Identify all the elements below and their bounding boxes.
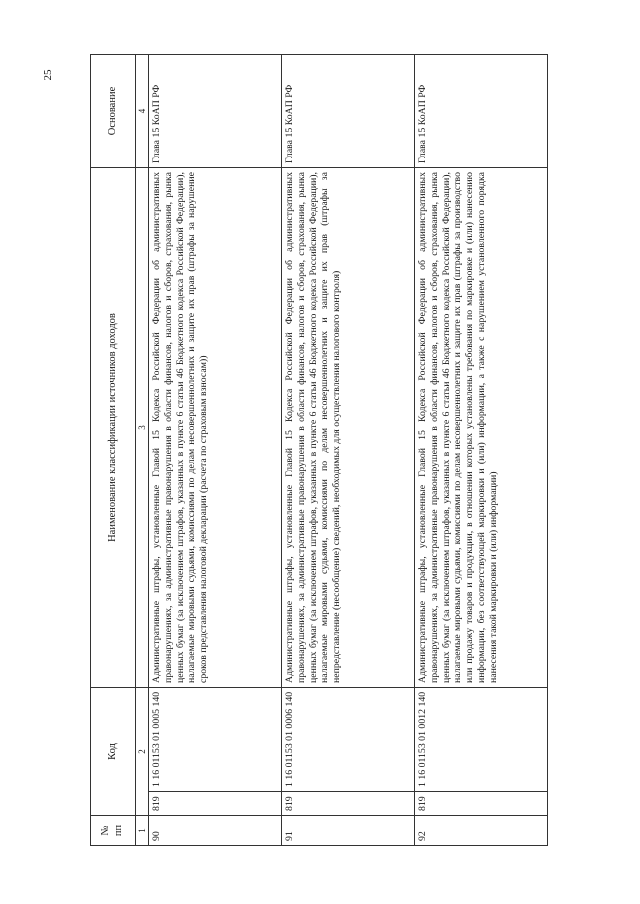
administrator-code: 819 [282,792,415,816]
header-basis: Основание [91,55,136,168]
header-code: Код [91,688,136,816]
administrator-code: 819 [149,792,282,816]
header-num: № пп [91,816,136,846]
legal-basis: Глава 15 КоАП РФ [282,55,415,168]
table-row [415,55,548,846]
column-index-2: 2 [136,688,149,816]
legal-basis: Глава 15 КоАП РФ [415,55,548,168]
legal-basis: Глава 15 КоАП РФ [149,55,282,168]
table-row [149,55,282,846]
page-number [38,60,58,90]
row-number: 91 [282,816,415,846]
row-number: 90 [149,816,282,846]
revenue-code: 1 16 01153 01 0006 140 [282,688,415,792]
table-row [282,55,415,846]
column-index-4: 4 [136,55,149,168]
revenue-name: Административные штрафы, установленные Главой 15 Кодекса Российской Федерации об административных правонарушениях, за административные правонарушения в области финансов, налогов и сборов, страхования, рынка ценных бумаг (за исключением штрафов, указанных в пункте 6 статьи 46 Бюджетного кодекса Российской Федерации), налагаемые мировыми судьями, комиссиями по делам несовершеннолетних и защите их прав (штрафы за непредставление (несообщение) сведений, необходимых для осуществления налогового контроля) [282,168,415,688]
header-name: Наименование классификации источников доходов [91,168,136,688]
column-index-1: 1 [136,816,149,846]
revenue-name: Административные штрафы, установленные Главой 15 Кодекса Российской Федерации об административных правонарушениях, за административные правонарушения в области финансов, налогов и сборов, страхования, рынка ценных бумаг (за исключением штрафов, указанных в пункте 6 статьи 46 Бюджетного кодекса Российской Федерации), налагаемые мировыми судьями, комиссиями по делам несовершеннолетних и защите их прав (штрафы за нарушение сроков представления налоговой декларации (расчета по страховым взносам)) [149,168,282,688]
column-index-row [136,55,149,846]
revenue-code: 1 16 01153 01 0005 140 [149,688,282,792]
page-number-text: 25 [42,69,54,81]
revenue-classification-table [90,54,548,846]
revenue-code: 1 16 01153 01 0012 140 [415,688,548,792]
row-number: 92 [415,816,548,846]
revenue-name: Административные штрафы, установленные Главой 15 Кодекса Российской Федерации об административных правонарушениях, за административные правонарушения в области финансов, налогов и сборов, страхования, рынка ценных бумаг (за исключением штрафов, указанных в пункте 6 статьи 46 Бюджетного кодекса Российской Федерации), налагаемые мировыми судьями, комиссиями по делам несовершеннолетних и защите их прав (штрафы за производство или продажу товаров и продукции, в отношении которых установлены требования по маркировке и (или) нанесению информации, без соответствующей маркировки и (или) информации, а также с нарушением установленного порядка нанесения такой маркировки и (или) информации) [415,168,548,688]
rotated-document-page [90,54,580,846]
column-index-3: 3 [136,168,149,688]
table-header-row [91,55,136,846]
administrator-code: 819 [415,792,548,816]
